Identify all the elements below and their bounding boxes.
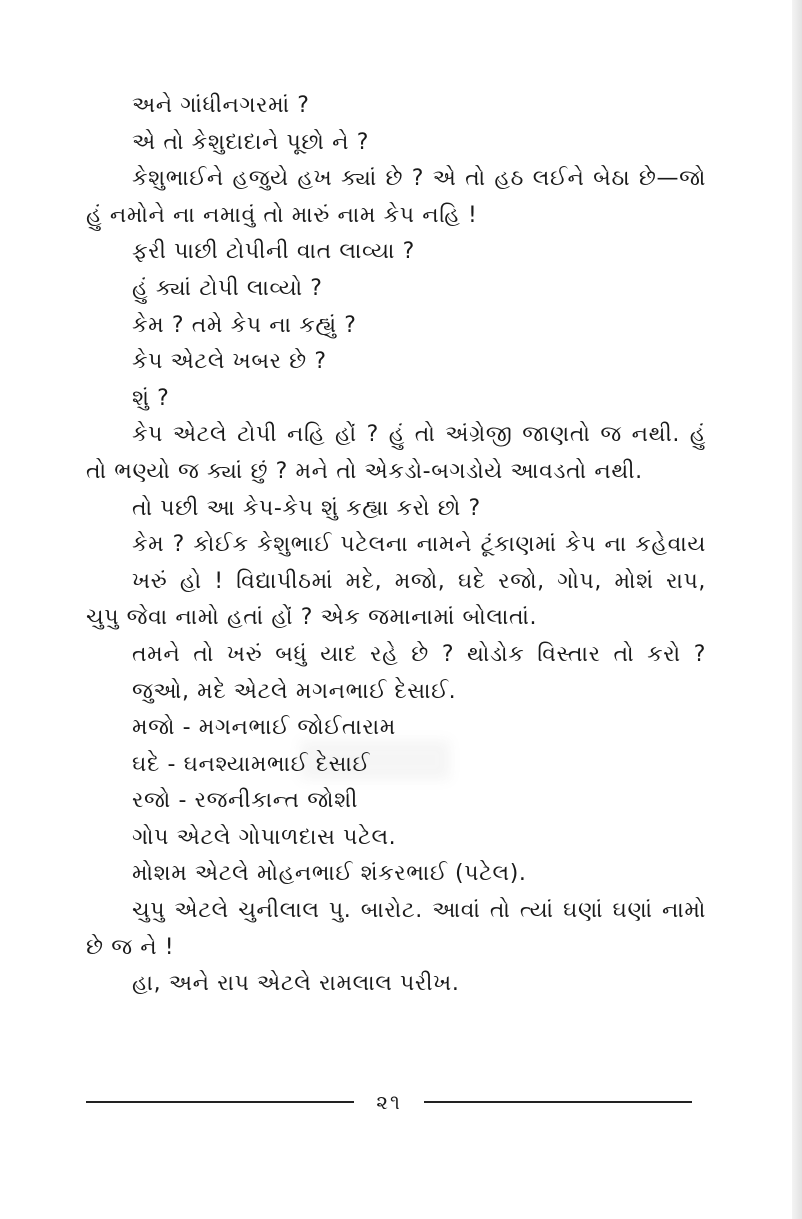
text-line: કેશુભાઈને હજુયે હખ ક્યાં છે ? એ તો હઠ લઈને બેઠા છે—જો — [132, 166, 706, 192]
body-text — [86, 88, 706, 1003]
page-footer — [86, 1090, 692, 1114]
text-line: ગોપ એટલે ગોપાળદાસ પટેલ. — [132, 824, 397, 850]
text-line: હું નમોને ના નમાવું તો મારું નામ કેપ નહિ ! — [86, 202, 478, 228]
text-line: શું ? — [132, 385, 170, 411]
text-line: મોશમ એટલે મોહનભાઈ શંકરભાઈ (પટેલ). — [132, 861, 527, 887]
text-line: ચુપુ એટલે ચુનીલાલ પુ. બારોટ. આવાં તો ત્યાં ઘણાં ઘણાં નામો — [132, 898, 706, 924]
footer-rule-right — [424, 1101, 692, 1103]
text-line: ચુપુ જેવા નામો હતાં હોં ? એક જમાનામાં બોલાતાં. — [86, 605, 538, 631]
text-line: ફરી પાછી ટોપીની વાત લાવ્યા ? — [132, 239, 415, 265]
text-line: કેમ ? કોઈક કેશુભાઈ પટેલના નામને ટૂંકાણમાં કેપ ના કહેવાય — [132, 532, 706, 558]
text-line: તો પછી આ કેપ-કેપ શું કહ્યા કરો છો ? — [132, 495, 481, 521]
page-number: ૨૧ — [376, 1090, 402, 1114]
text-line: તો ભણ્યો જ ક્યાં છું ? મને તો એકડો-બગડોયે આવડતો નથી. — [86, 458, 643, 484]
text-line: છે જ ને ! — [86, 934, 175, 960]
text-line: હું ક્યાં ટોપી લાવ્યો ? — [132, 275, 323, 301]
text-line: ખરું હો ! વિદ્યાપીઠમાં મદે, મજો, ઘદે રજો, ગોપ, મોશં રાપ, — [132, 568, 706, 594]
text-line: તમને તો ખરું બધું યાદ રહે છે ? થોડોક વિસ્તાર તો કરો ? — [132, 641, 706, 667]
page-edge-shadow — [792, 0, 802, 1219]
text-line: જુઓ, મદે એટલે મગનભાઈ દેસાઈ. — [132, 678, 457, 704]
text-line: કેપ એટલે ખબર છે ? — [132, 349, 327, 375]
text-line: મજો - મગનભાઈ જોઈતારામ — [132, 715, 396, 741]
text-line: કેમ ? તમે કેપ ના કહ્યું ? — [132, 312, 357, 338]
text-line: ઘદે - ઘનશ્યામભાઈ દેસાઈ — [132, 751, 371, 777]
text-line: હા, અને રાપ એટલે રામલાલ પરીખ. — [132, 971, 460, 997]
text-line: એ તો કેશુદાદાને પૂછો ને ? — [132, 129, 369, 155]
footer-rule-left — [86, 1101, 354, 1103]
text-line: અને ગાંધીનગરમાં ? — [132, 93, 310, 118]
text-line: કેપ એટલે ટોપી નહિ હોં ? હું તો અંગ્રેજી જાણતો જ નથી. હું — [132, 422, 706, 448]
text-line: રજો - રજનીકાન્ત જોશી — [132, 788, 358, 814]
